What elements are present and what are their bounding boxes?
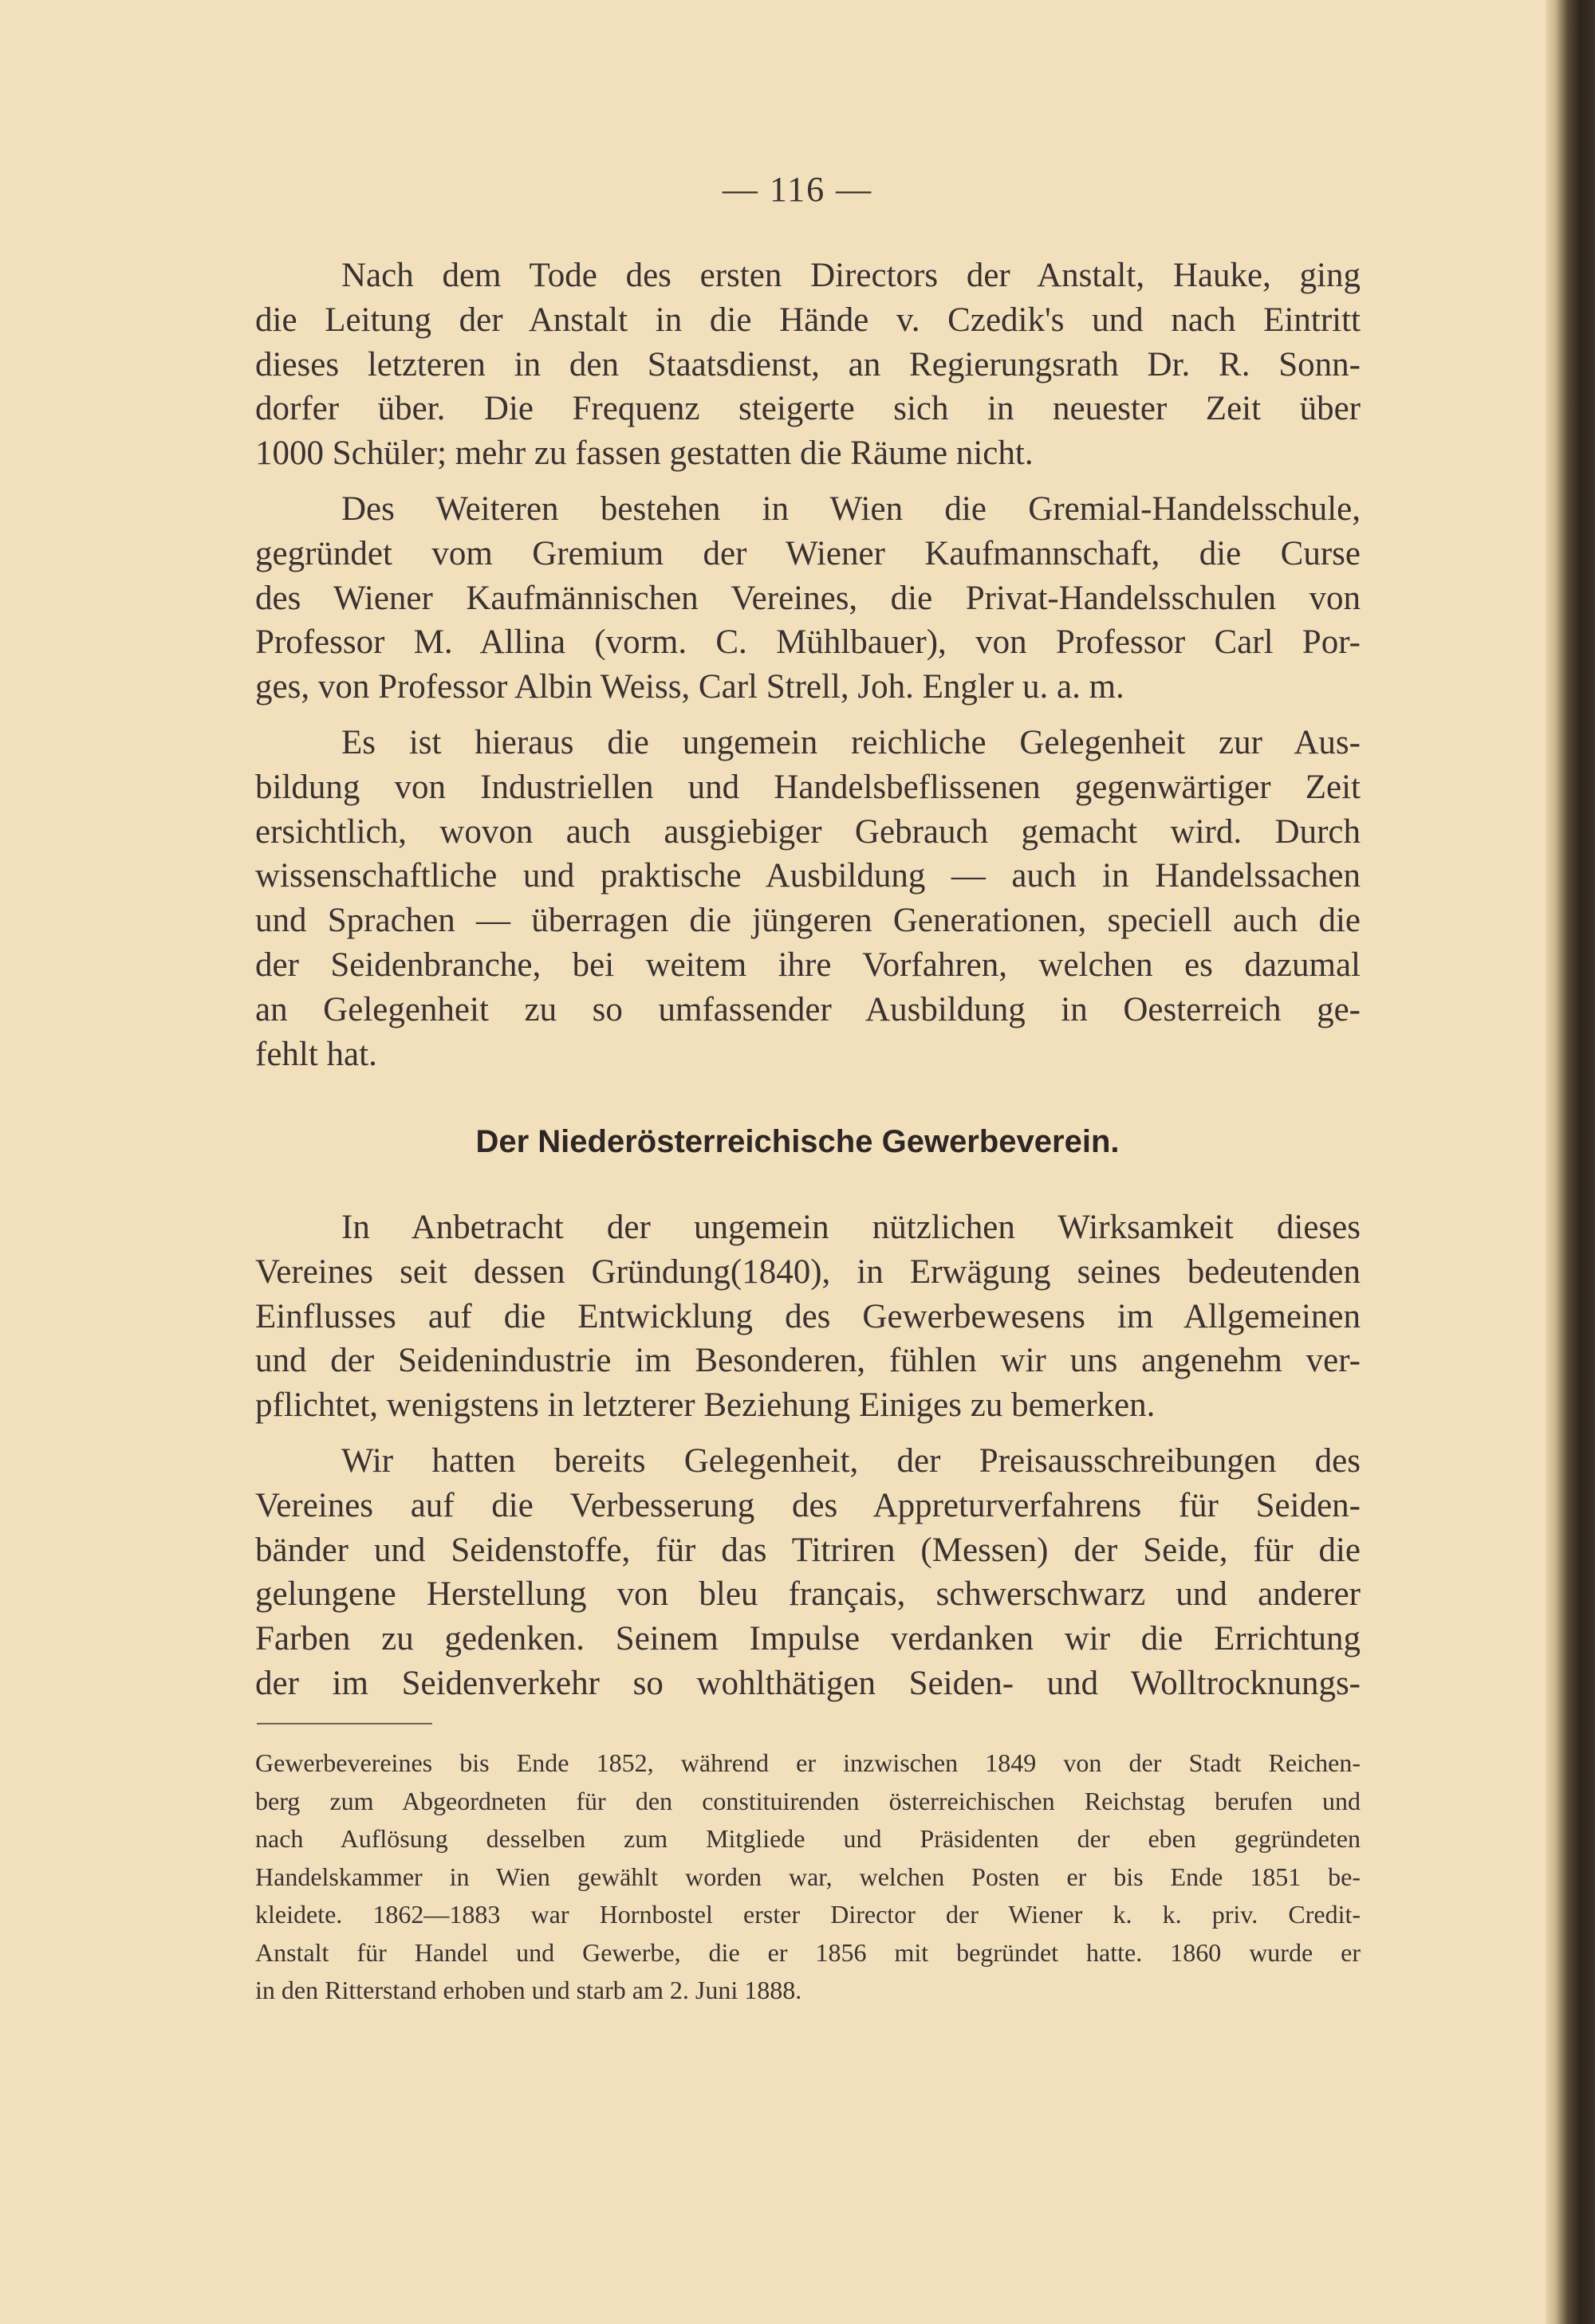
text-line: gelungene Herstellung von bleu français, schwerschwarz und anderer [255,1575,1361,1614]
text-line: bänder und Seidenstoffe, für das Titriren (Messen) der Seide, für die [255,1531,1361,1569]
page-number: — 116 — [722,170,873,209]
footnote-divider [257,1723,432,1724]
text-line: der Seidenbranche, bei weitem ihre Vorfahren, welchen es dazumal [255,946,1361,984]
text-line: Wir hatten bereits Gelegenheit, der Preisausschreibungen des [341,1441,1361,1480]
text-line: wissenschaftliche und praktische Ausbildung — auch in Handelssachen [255,857,1361,895]
text-line: dieses letzteren in den Staatsdienst, an Regierungsrath Dr. R. Sonn- [255,345,1361,383]
paragraph [255,1205,1361,1428]
text-line: und der Seidenindustrie im Besonderen, fühlen wir uns angenehm ver- [255,1342,1361,1380]
text-line: Professor M. Allina (vorm. C. Mühlbauer), von Professor Carl Por- [255,623,1361,662]
book-spine-edge [1546,0,1595,2324]
text-line: Einflusses auf die Entwicklung des Gewerbewesens im Allgemeinen [255,1297,1361,1335]
text-line: In Anbetracht der ungemein nützlichen Wirksamkeit dieses [341,1209,1361,1246]
text-line: Vereines seit dessen Gründung(1840), in Erwägung seines bedeutenden [255,1252,1361,1291]
text-line: die Leitung der Anstalt in die Hände v. Czedik's und nach Eintritt [255,301,1361,339]
footnote-line: nach Auflösung desselben zum Mitgliede und Präsidenten der eben gegründeten [255,1824,1361,1853]
text-line: ges, von Professor Albin Weiss, Carl Strell, Joh. Engler u. a. m. [255,668,1124,706]
paragraph [255,487,1361,710]
text-line: Farben zu gedenken. Seinem Impulse verdanken wir die Errichtung [255,1620,1361,1658]
footnote-line: Anstalt für Handel und Gewerbe, die er 1856 mit begründet hatte. 1860 wurde er [255,1937,1361,1967]
footnote-line: Handelskammer in Wien gewählt worden war, welchen Posten er bis Ende 1851 be- [255,1862,1361,1891]
text-line: an Gelegenheit zu so umfassender Ausbildung in Oesterreich ge- [255,990,1361,1028]
text-line: fehlt hat. [255,1035,377,1073]
paragraph [255,1439,1361,1706]
body-text-section-2 [255,1205,1361,1717]
section-heading: Der Niederösterreichische Gewerbeverein. [475,1124,1120,1159]
footnote-line: kleidete. 1862—1883 war Hornbostel erster Director der Wiener k. k. priv. Credit- [255,1900,1361,1929]
text-line: des Wiener Kaufmännischen Vereines, die Privat-Handelsschulen von [255,579,1361,617]
text-line: bildung von Industriellen und Handelsbeflissenen gegenwärtiger Zeit [255,768,1361,806]
text-line: ersichtlich, wovon auch ausgiebiger Gebrauch gemacht wird. Durch [255,812,1361,851]
footnote-line: berg zum Abgeordneten für den constituirenden österreichischen Reichstag berufen und [255,1786,1361,1815]
footnote-line: Gewerbevereines bis Ende 1852, während er inzwischen 1849 von der Stadt Reichen- [255,1748,1361,1777]
text-line: Des Weiteren bestehen in Wien die Gremial-Handelsschule, [341,490,1361,528]
paragraph [255,254,1361,476]
footnote [255,1744,1361,2010]
text-line: Vereines auf die Verbesserung des Appreturverfahrens für Seiden- [255,1486,1361,1524]
text-line: pflichtet, wenigstens in letzterer Beziehung Einiges zu bemerken. [255,1386,1156,1425]
footnote-line: in den Ritterstand erhoben und starb am 2. Juni 1888. [255,1976,802,2004]
text-line: dorfer über. Die Frequenz steigerte sich in neuester Zeit über [255,390,1361,428]
paragraph [255,721,1361,1076]
text-line: gegründet vom Gremium der Wiener Kaufmannschaft, die Curse [255,534,1361,572]
text-line: der im Seidenverkehr so wohlthätigen Seiden- und Wolltrocknungs- [255,1664,1361,1702]
text-line: Nach dem Tode des ersten Directors der Anstalt, Hauke, ging [341,257,1361,294]
text-line: Es ist hieraus die ungemein reichliche Gelegenheit zur Aus- [341,723,1361,761]
text-line: und Sprachen — überragen die jüngeren Generationen, speciell auch die [255,902,1361,940]
text-line: 1000 Schüler; mehr zu fassen gestatten die Räume nicht. [255,435,1034,473]
body-text-section-1 [255,254,1361,1087]
